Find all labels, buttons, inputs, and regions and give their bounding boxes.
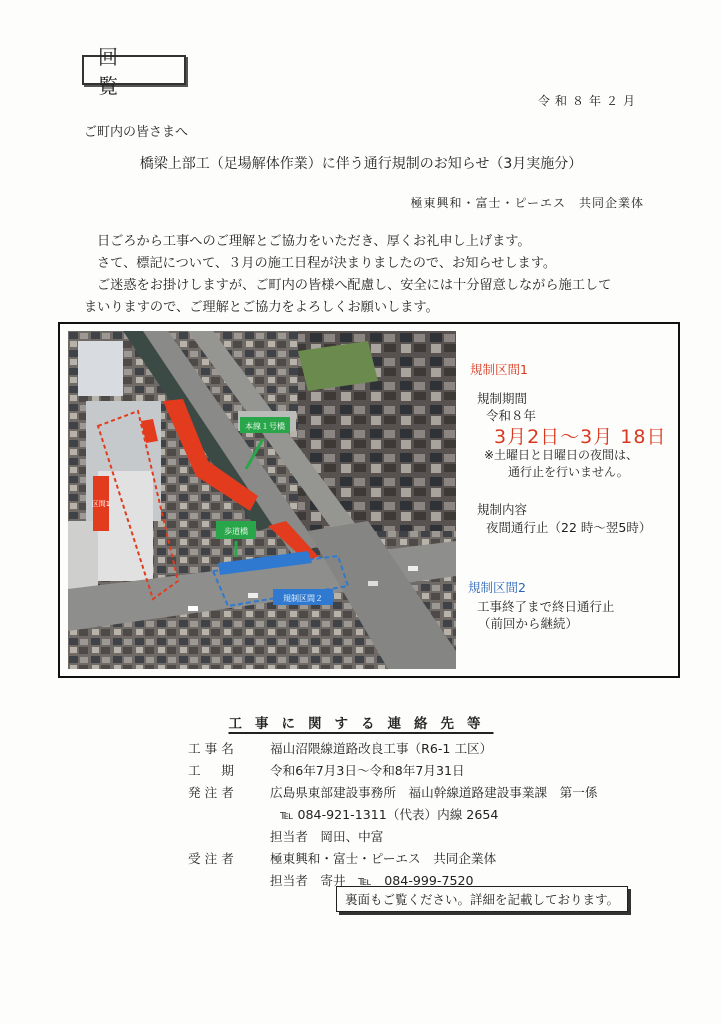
- addressee: ご町内の皆さまへ: [84, 125, 189, 140]
- body-text: [84, 231, 664, 319]
- section2-line: （前回から継続）: [478, 616, 579, 631]
- contact-row: 工 期 令和6年7月3日～令和8年7月31日: [188, 763, 465, 778]
- contact-row: 工事名 福山沼隈線道路改良工事（R6-1 工区）: [188, 741, 493, 756]
- period-year: 令和８年: [486, 408, 537, 423]
- issuer: 極東興和・富士・ピーエス 共同企業体: [410, 196, 644, 210]
- circular-badge: 回 覧: [82, 55, 186, 85]
- content-value: 夜間通行止（22 時～翌5時）: [486, 520, 652, 535]
- body-line: 日ごろから工事へのご理解とご協力をいただき、厚くお礼申し上げます。: [97, 234, 531, 249]
- body-line: まいりますので、ご理解とご協力をよろしくお願いします。: [84, 300, 439, 315]
- section1-heading: 規制区間1: [470, 362, 528, 377]
- period-label: 規制期間: [477, 391, 528, 406]
- notice-title: 橋梁上部工（足場解体作業）に伴う通行規制のお知らせ（3月実施分）: [139, 156, 583, 172]
- contact-row: 受注者 極東興和・富士・ピーエス 共同企業体: [188, 851, 497, 866]
- section2-heading: 規制区間2: [468, 580, 526, 595]
- svg-text:歩道橋: 歩道橋: [224, 527, 248, 536]
- svg-text:規制区間２: 規制区間２: [283, 594, 323, 603]
- svg-text:本線１号橋: 本線１号橋: [245, 422, 285, 431]
- aerial-photo: [68, 331, 456, 669]
- contact-list: [188, 738, 597, 892]
- content-label: 規制内容: [477, 502, 528, 517]
- period-note: ※土曜日と日曜日の夜間は、: [484, 448, 639, 462]
- contact-row: 担当者 岡田、中富: [270, 829, 384, 844]
- contact-row: 発注者 広島県東部建設事務所 福山幹線道路建設事業課 第一係: [188, 785, 598, 800]
- contact-row: 担当者 寄井 ℡ 084-999-7520: [270, 873, 474, 888]
- body-line: さて、標記について、３月の施工日程が決まりましたので、お知らせします。: [97, 256, 557, 271]
- contact-heading: 工事に関する連絡先等: [228, 716, 494, 732]
- period-note: 通行止を行いません。: [508, 465, 629, 479]
- issue-date: 令和８年２月: [537, 94, 640, 108]
- period-dates: 3月2日～3月 18日: [494, 426, 667, 448]
- section2-line: 工事終了まで終日通行止: [477, 599, 615, 614]
- back-page-note: 裏面もご覧ください。詳細を記載しております。: [336, 886, 628, 912]
- contact-row: ℡ 084-921-1311（代表）内線 2654: [280, 807, 499, 822]
- svg-text:区間1: 区間1: [91, 500, 111, 508]
- body-line: ご迷惑をお掛けしますが、ご町内の皆様へ配慮し、安全には十分留意しながら施工して: [97, 278, 612, 293]
